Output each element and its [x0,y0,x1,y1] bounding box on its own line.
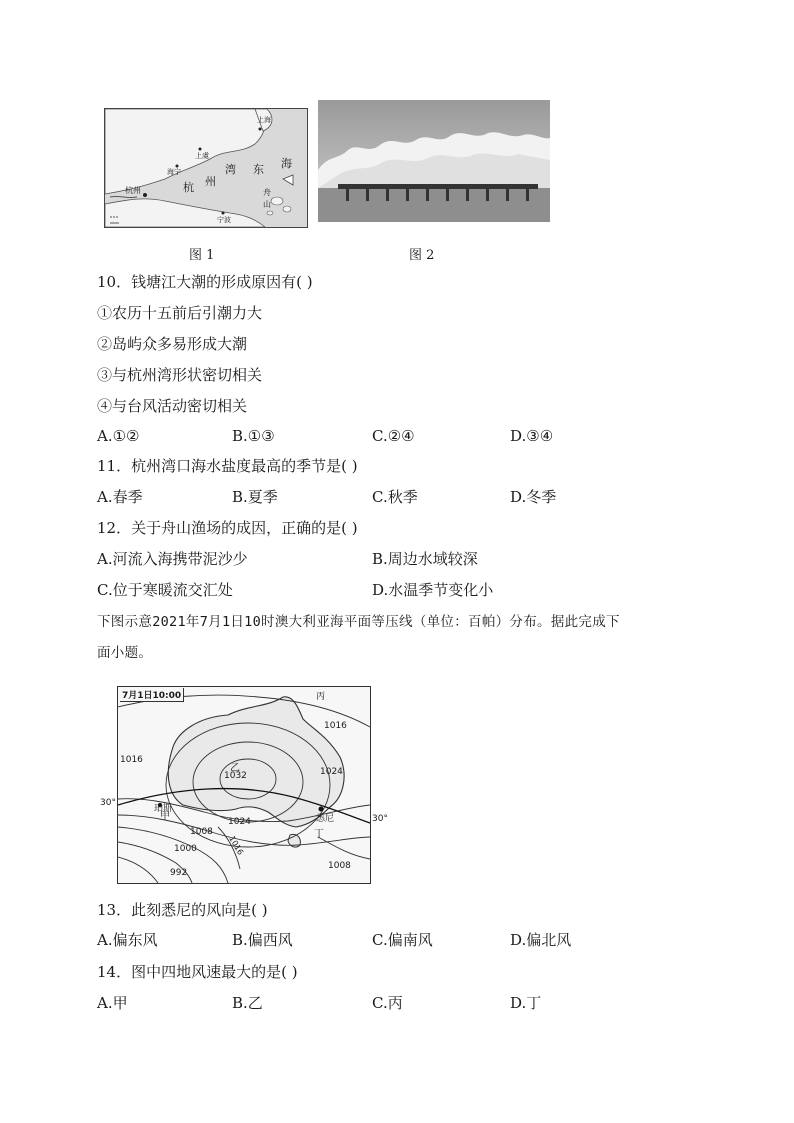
isobar-label-1032: 1032 [224,771,247,781]
question-13-option-b[interactable]: B.偏西风 [232,931,293,949]
place-ding: 丁 [314,829,324,840]
isobar-label-1016-left: 1016 [120,755,143,765]
latitude-label-left: 30° [100,798,116,808]
question-12-option-c[interactable]: C.位于寒暖流交汇处 [97,581,233,599]
question-10-option-d[interactable]: D.③④ [510,427,554,445]
australia-isobar-map [117,686,371,884]
isobar-label-1016-rotated: 1016 [227,834,246,857]
label-shangyu: 上虞 [195,152,209,160]
question-11-option-a[interactable]: A.春季 [97,488,143,506]
place-yi: 乙 [230,763,240,774]
question-10-statement-1: ①农历十五前后引潮力大 [97,304,263,322]
latitude-label-right: 30° [372,814,388,824]
weather-map-intro-line-2: 面小题。 [97,645,153,661]
question-13-option-c[interactable]: C.偏南风 [372,931,433,949]
question-10-option-b[interactable]: B.①③ [232,427,275,445]
question-13-option-a[interactable]: A.偏东风 [97,931,158,949]
question-13-option-d[interactable]: D.偏北风 [510,931,572,949]
label-sea-hai: 海 [281,157,292,170]
tidal-bore-photo [318,100,550,222]
label-zhoushan-zhou: 舟 [263,188,271,197]
question-14-option-d[interactable]: D.丁 [510,994,542,1012]
question-10-statement-2: ②岛屿众多易形成大潮 [97,335,248,353]
label-bay-wan: 湾 [225,163,236,176]
place-sydney: 悉尼 [316,814,335,824]
isobar-label-1024-right: 1024 [320,767,343,777]
label-ningbo: 宁波 [217,216,231,224]
question-14-option-c[interactable]: C.丙 [372,994,403,1012]
label-haining: 海宁 [167,168,181,176]
question-10-statement-3: ③与杭州湾形状密切相关 [97,366,263,384]
question-14-stem: 14．图中四地风速最大的是( ) [97,963,298,981]
label-sea-dong: 东 [253,163,264,176]
figure-1-caption: 图 1 [189,248,215,263]
hangzhou-bay-map [105,109,307,227]
isobar-label-992: 992 [170,868,188,878]
place-jia: 甲 [160,811,170,822]
place-bing: 丙 [316,692,326,702]
place-perth: 珀斯 [154,804,173,814]
question-10-statement-4: ④与台风活动密切相关 [97,397,248,415]
isobar-label-1016-right: 1016 [324,721,347,731]
question-14-option-b[interactable]: B.乙 [232,994,263,1012]
question-10-option-a[interactable]: A.①② [97,427,140,445]
question-13-stem: 13．此刻悉尼的风向是( ) [97,901,268,919]
question-11-option-c[interactable]: C.秋季 [372,488,418,506]
label-zhoushan-shan: 山 [263,200,271,209]
isobar-map-graphic [118,687,370,883]
label-bay-hang: 杭 [183,181,194,194]
isobar-label-1024-bottom: 1024 [228,817,251,827]
question-12-option-d[interactable]: D.水温季节变化小 [372,581,494,599]
question-11-option-d[interactable]: D.冬季 [510,488,557,506]
label-shanghai: 上海 [257,116,271,124]
label-hangzhou: 杭州 [125,186,141,195]
question-14-option-a[interactable]: A.甲 [97,994,128,1012]
weather-map-intro-line-1: 下图示意2021年7月1日10时澳大利亚海平面等压线（单位：百帕）分布。据此完成下 [97,614,620,630]
question-12-stem: 12．关于舟山渔场的成因，正确的是( ) [97,519,358,537]
isobar-label-1008-left: 1008 [190,827,213,837]
question-12-option-b[interactable]: B.周边水域较深 [372,550,478,568]
figure-1-map [104,108,308,228]
time-label: 7月1日10:00 [120,688,184,702]
label-bay-zhou: 州 [205,175,216,188]
figure-2-photo [318,100,550,222]
question-12-option-a[interactable]: A.河流入海携带泥沙少 [97,550,248,568]
isobar-label-1008-right: 1008 [328,861,351,871]
question-11-option-b[interactable]: B.夏季 [232,488,278,506]
question-10-stem: 10．钱塘江大潮的形成原因有( ) [97,273,313,291]
question-10-option-c[interactable]: C.②④ [372,427,415,445]
isobar-label-1000: 1000 [174,844,197,854]
question-11-stem: 11．杭州湾口海水盐度最高的季节是( ) [97,457,358,475]
figure-2-caption: 图 2 [409,248,435,263]
